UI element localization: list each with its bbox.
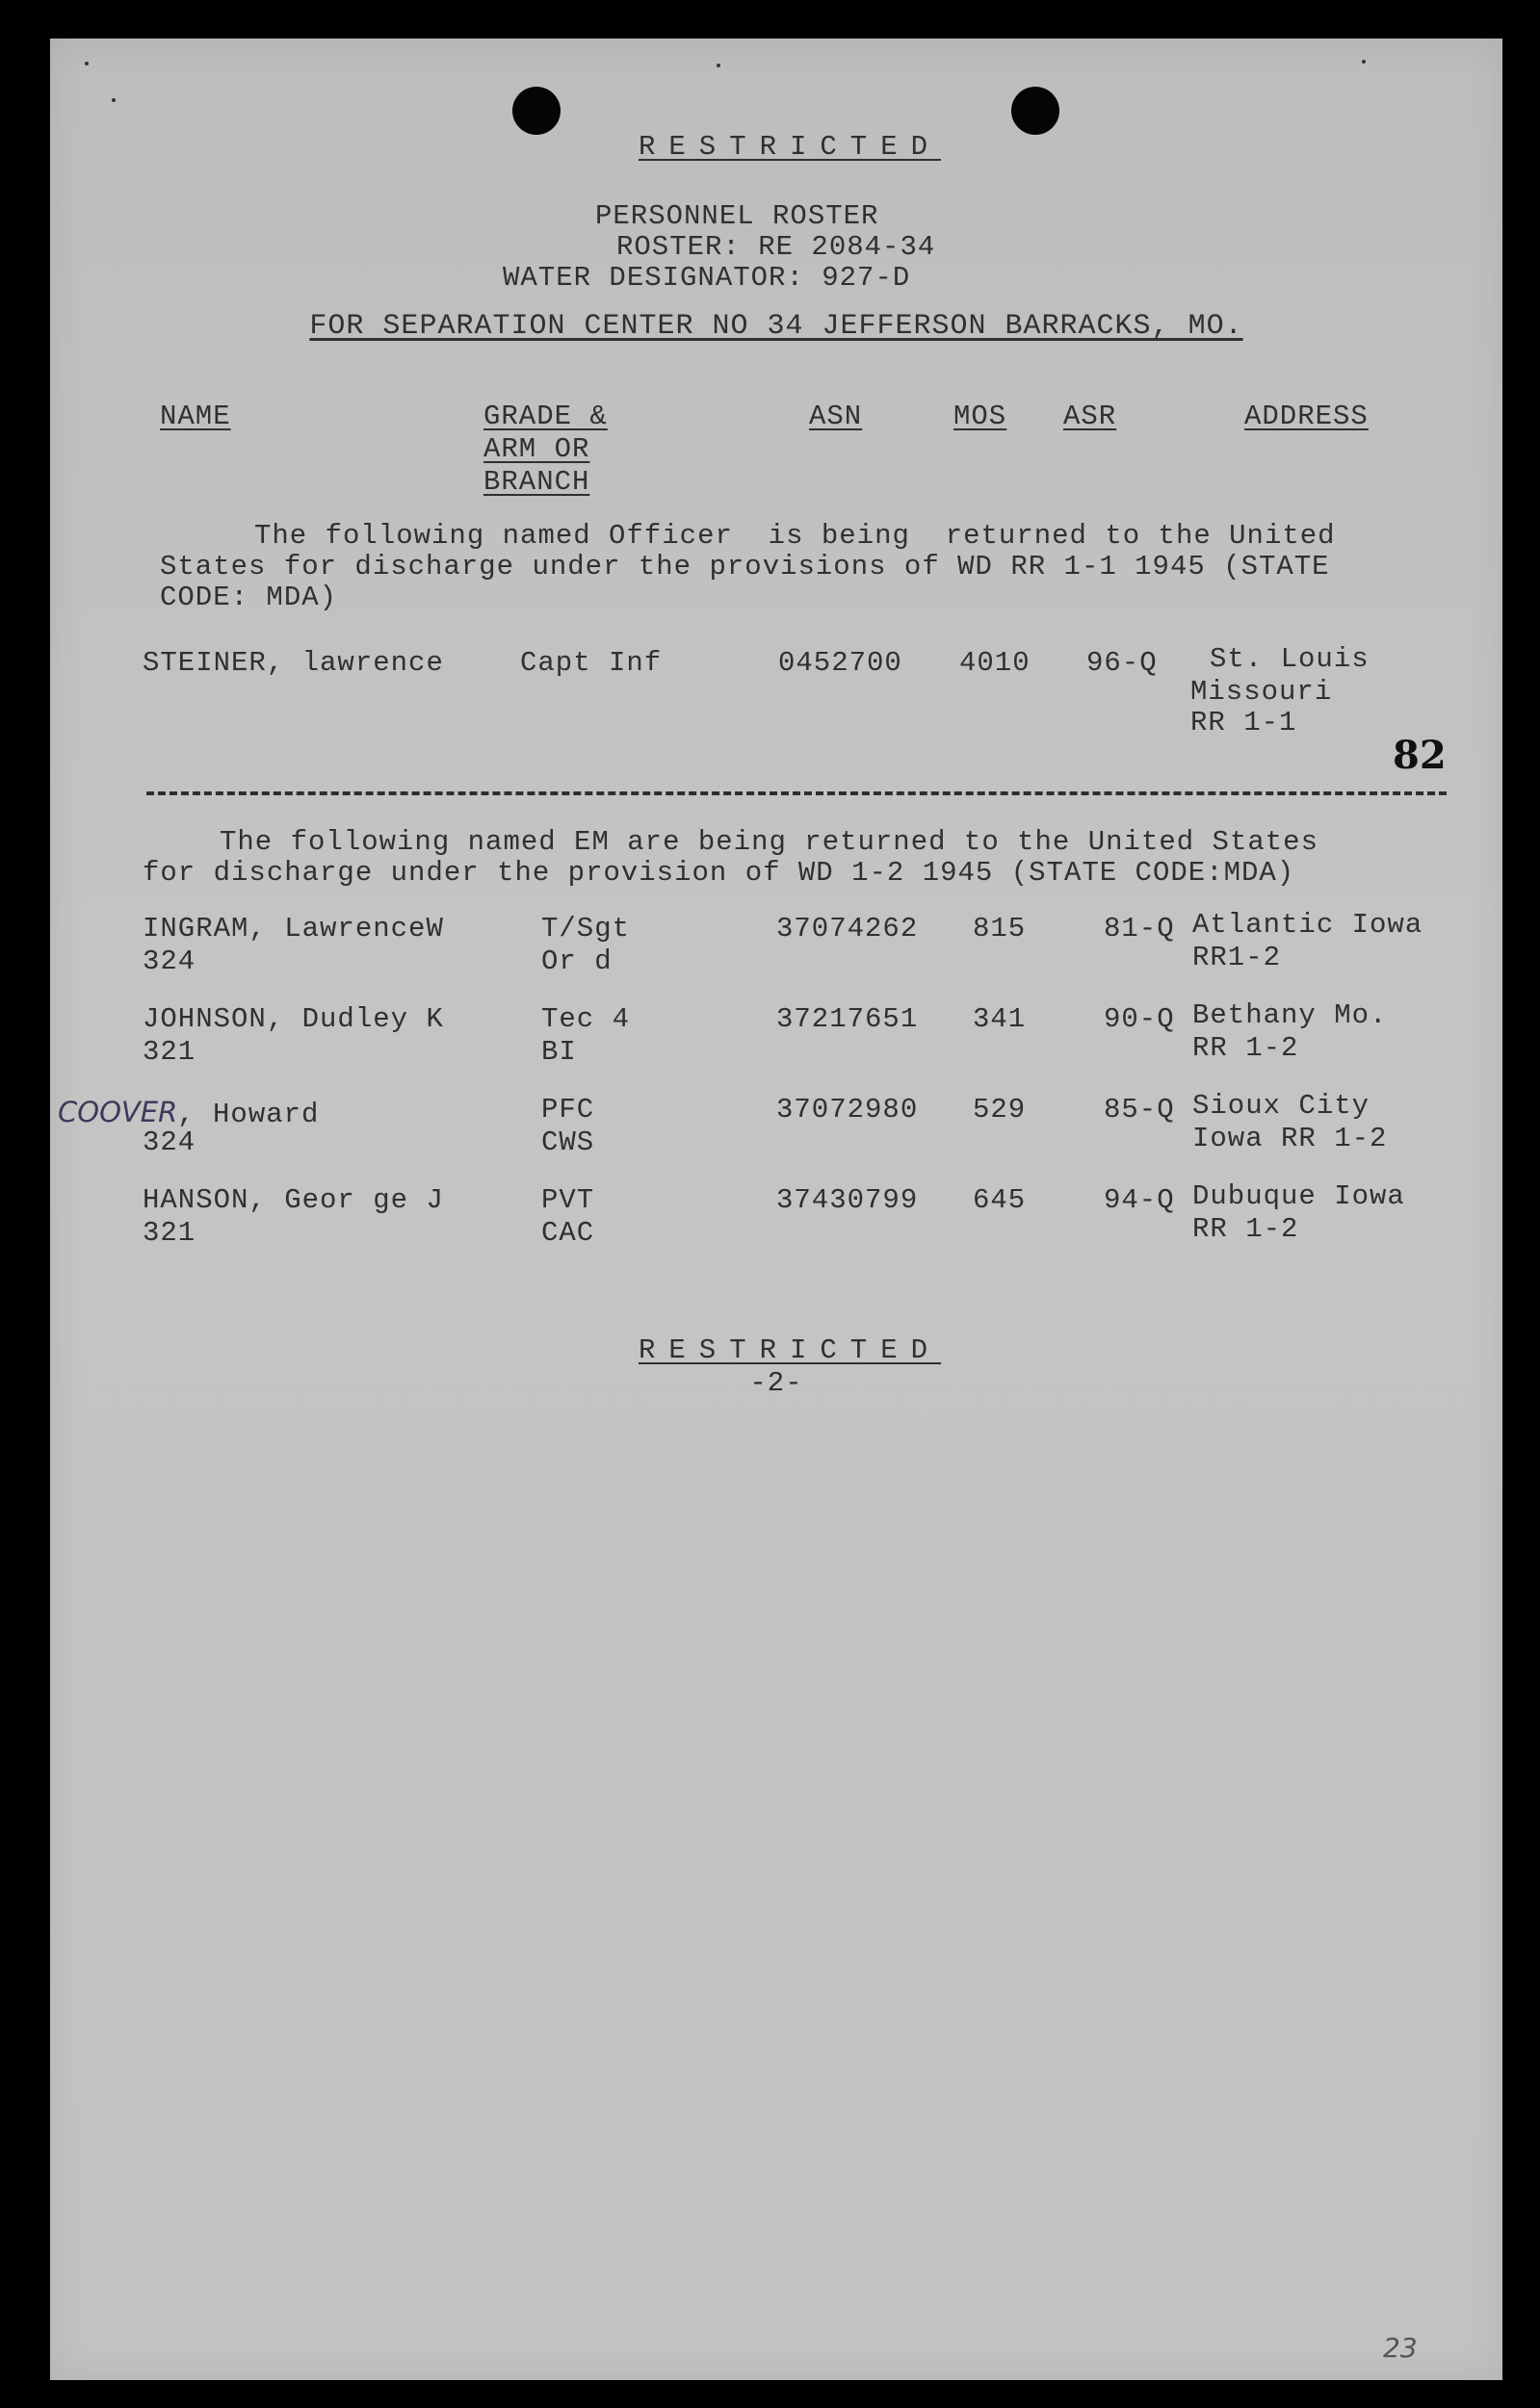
em-grade: Tec 4 bbox=[541, 1003, 631, 1035]
officer-intro-line-1: The following named Officer is being returned to the United bbox=[254, 520, 1336, 552]
em-branch: CWS bbox=[541, 1126, 595, 1158]
em-asn: 37430799 bbox=[776, 1184, 919, 1216]
pencil-page-number: 23 bbox=[1383, 2332, 1418, 2364]
punch-hole-left bbox=[512, 87, 561, 135]
column-header-grade: GRADE & bbox=[483, 401, 608, 432]
officer-intro-line-3: CODE: MDA) bbox=[160, 582, 338, 613]
em-grade: PFC bbox=[541, 1094, 595, 1126]
em-sub-code: 321 bbox=[143, 1036, 196, 1068]
em-asn: 37217651 bbox=[776, 1003, 919, 1035]
em-address-line-1: Atlantic Iowa bbox=[1192, 909, 1423, 941]
em-mos: 341 bbox=[973, 1003, 1027, 1035]
em-asr: 81-Q bbox=[1104, 913, 1175, 945]
officer-asr: 96-Q bbox=[1086, 647, 1158, 679]
officer-asn: 0452700 bbox=[778, 647, 902, 679]
page-number: -2- bbox=[749, 1367, 803, 1399]
destination-line: FOR SEPARATION CENTER NO 34 JEFFERSON BARRACKS, MO. bbox=[309, 310, 1243, 343]
em-address-line-1: Bethany Mo. bbox=[1192, 999, 1388, 1031]
officer-mos: 4010 bbox=[959, 647, 1031, 679]
em-address-line-1: Dubuque Iowa bbox=[1192, 1180, 1405, 1212]
column-header-mos: MOS bbox=[953, 401, 1007, 432]
em-address-line-2: RR 1-2 bbox=[1192, 1032, 1299, 1064]
speck bbox=[717, 64, 720, 67]
roster-title: PERSONNEL ROSTER bbox=[595, 200, 879, 232]
column-header-address: ADDRESS bbox=[1244, 401, 1369, 432]
em-sub-code: 324 bbox=[143, 1126, 196, 1158]
em-branch: CAC bbox=[541, 1217, 595, 1249]
em-asn: 37074262 bbox=[776, 913, 919, 945]
em-branch: BI bbox=[541, 1036, 577, 1068]
column-header-name: NAME bbox=[160, 401, 231, 432]
handwritten-name: COOVER bbox=[58, 1096, 178, 1128]
officer-address-line-3: RR 1-1 bbox=[1190, 707, 1297, 738]
em-mos: 529 bbox=[973, 1094, 1027, 1126]
em-grade: PVT bbox=[541, 1184, 595, 1216]
officer-intro-line-2: States for discharge under the provisions of WD RR 1-1 1945 (STATE bbox=[160, 551, 1330, 583]
document-page bbox=[50, 39, 1502, 2380]
restricted-footer: RESTRICTED bbox=[638, 1334, 942, 1366]
em-branch: Or d bbox=[541, 945, 613, 977]
punch-hole-right bbox=[1011, 87, 1059, 135]
officer-address-line-2: Missouri bbox=[1190, 676, 1333, 708]
column-header-arm: ARM OR bbox=[483, 433, 590, 465]
em-asr: 85-Q bbox=[1104, 1094, 1175, 1126]
em-address-line-2: RR 1-2 bbox=[1192, 1213, 1299, 1245]
em-sub-code: 321 bbox=[143, 1217, 196, 1249]
officer-grade: Capt Inf bbox=[520, 647, 663, 679]
officer-address-line-1: St. Louis bbox=[1210, 643, 1370, 675]
water-designator: WATER DESIGNATOR: 927-D bbox=[503, 262, 911, 294]
em-sub-code: 324 bbox=[143, 945, 196, 977]
column-header-asn: ASN bbox=[809, 401, 863, 432]
em-name-typed: , Howard bbox=[177, 1099, 320, 1130]
em-name: JOHNSON, Dudley K bbox=[143, 1003, 444, 1035]
column-header-asr: ASR bbox=[1063, 401, 1117, 432]
em-asn: 37072980 bbox=[776, 1094, 919, 1126]
speck bbox=[1362, 60, 1366, 64]
em-name: HANSON, Geor ge J bbox=[143, 1184, 444, 1216]
officer-name: STEINER, lawrence bbox=[143, 647, 444, 679]
em-name: INGRAM, LawrenceW bbox=[143, 913, 444, 945]
column-header-branch: BRANCH bbox=[483, 466, 590, 498]
roster-number: ROSTER: RE 2084-34 bbox=[616, 231, 936, 263]
restricted-header: RESTRICTED bbox=[638, 131, 942, 163]
em-address-line-2: Iowa RR 1-2 bbox=[1192, 1123, 1388, 1154]
em-intro-line-2: for discharge under the provision of WD 1-2 1945 (STATE CODE:MDA) bbox=[143, 857, 1295, 889]
speck bbox=[85, 62, 89, 65]
speck bbox=[112, 98, 116, 102]
em-mos: 645 bbox=[973, 1184, 1027, 1216]
em-intro-line-1: The following named EM are being returned to the United States bbox=[220, 826, 1318, 858]
em-asr: 90-Q bbox=[1104, 1003, 1175, 1035]
section-divider bbox=[146, 791, 1447, 795]
em-mos: 815 bbox=[973, 913, 1027, 945]
em-address-line-2: RR1-2 bbox=[1192, 942, 1282, 973]
stamp-number: 82 bbox=[1393, 733, 1447, 778]
em-asr: 94-Q bbox=[1104, 1184, 1175, 1216]
em-address-line-1: Sioux City bbox=[1192, 1090, 1370, 1122]
em-grade: T/Sgt bbox=[541, 913, 631, 945]
